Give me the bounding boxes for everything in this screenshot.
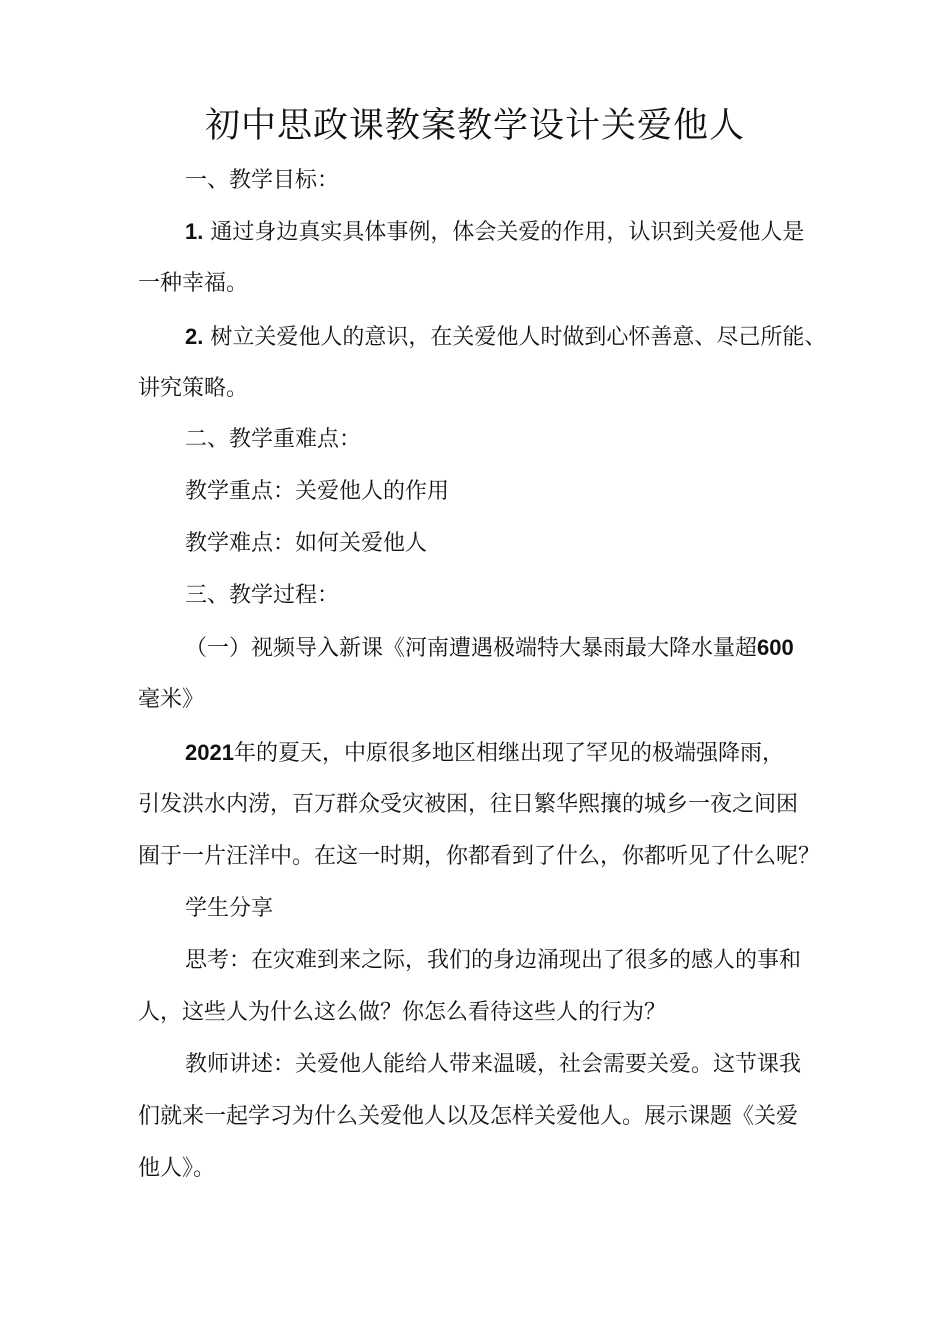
video-intro-line-1	[185, 633, 794, 664]
context-year: 2021	[185, 740, 234, 765]
video-intro-number: 600	[757, 635, 794, 660]
difficult-point-text: 教学难点：如何关爱他人	[185, 531, 428, 556]
section-heading-process: 三、教学过程：	[185, 583, 340, 608]
student-share-text: 学生分享	[185, 896, 274, 921]
objective-1-line-1	[185, 217, 804, 248]
objective-1-line-2: 一种幸福。	[138, 271, 249, 296]
video-intro-line-2: 毫米》	[138, 687, 205, 712]
objective-1-number: 1.	[185, 219, 204, 244]
context-text: 年的夏天，中原很多地区相继出现了罕见的极端强降雨，	[233, 741, 784, 766]
think-paragraph-line-1: 思考：在灾难到来之际，我们的身边涌现出了很多的感人的事和	[185, 948, 802, 973]
objective-2-line-2: 讲究策略。	[138, 376, 249, 401]
objective-2-text: 树立关爱他人的意识，在关爱他人时做到心怀善意、尽己所能、	[203, 325, 827, 350]
video-intro-text: （一）视频导入新课《河南遭遇极端特大暴雨最大降水量超	[185, 636, 758, 661]
think-paragraph-line-2: 人，这些人为什么这么做？你怎么看待这些人的行为？	[138, 1000, 667, 1025]
objective-2-number: 2.	[185, 324, 204, 349]
section-heading-objectives: 一、教学目标：	[185, 168, 340, 193]
objective-1-text: 通过身边真实具体事例，体会关爱的作用，认识到关爱他人是	[203, 220, 805, 245]
context-paragraph-line-2: 引发洪水内涝，百万群众受灾被困，往日繁华熙攘的城乡一夜之间困	[138, 792, 799, 817]
document-title: 初中思政课教案教学设计关爱他人	[204, 106, 745, 146]
teacher-paragraph-line-3: 他人》。	[138, 1156, 216, 1181]
objective-2-line-1	[185, 322, 826, 353]
context-paragraph-line-3: 囿于一片汪洋中。在这一时期，你都看到了什么，你都听见了什么呢？	[138, 844, 821, 869]
teacher-paragraph-line-2: 们就来一起学习为什么关爱他人以及怎样关爱他人。展示课题《关爱	[138, 1104, 799, 1129]
section-heading-key-points: 二、教学重难点：	[185, 427, 362, 452]
context-paragraph-line-1	[185, 738, 784, 769]
teacher-paragraph-line-1: 教师讲述：关爱他人能给人带来温暖，社会需要关爱。这节课我	[185, 1052, 802, 1077]
key-point-text: 教学重点：关爱他人的作用	[185, 479, 450, 504]
